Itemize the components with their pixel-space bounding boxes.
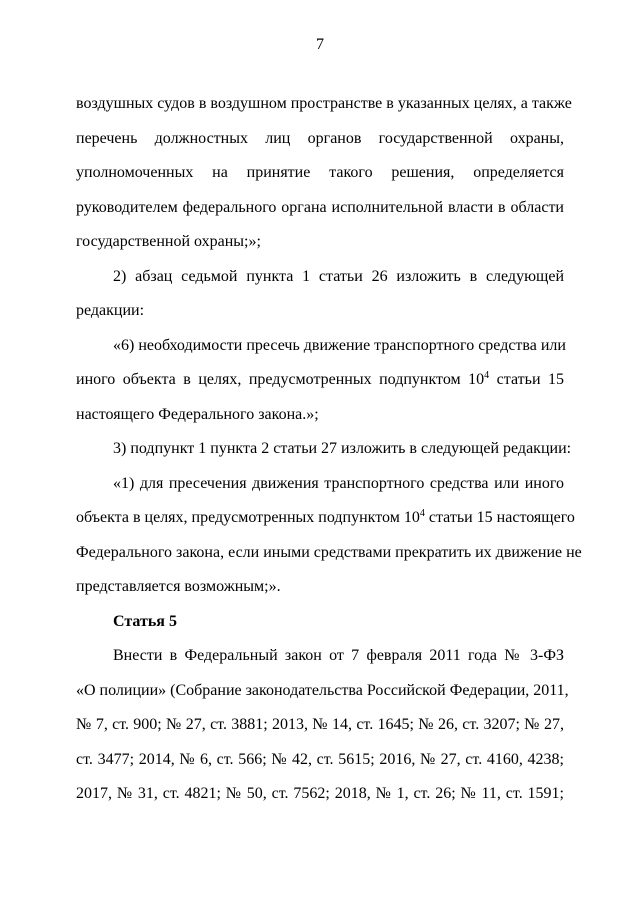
text-line: воздушных судов в воздушном пространстве в указанных целях, а также	[76, 95, 572, 112]
document-body	[76, 87, 582, 812]
superscript: 4	[484, 370, 490, 381]
text-line: 2) абзац седьмой пункта 1 статьи 26 изложить в следующей	[113, 267, 564, 285]
text-line: «1) для пресечения движения транспортного средства или иного	[113, 474, 564, 492]
text-line: государственной охраны;»;	[76, 233, 261, 250]
text-line	[76, 501, 575, 536]
text-line: № 7, ст. 900; № 27, ст. 3881; 2013, № 14, ст. 1645; № 26, ст. 3207; № 27,	[76, 716, 564, 733]
paragraph-item-2	[76, 260, 564, 329]
text-line: 2017, № 31, ст. 4821; № 50, ст. 7562; 2018, № 1, ст. 26; № 11, ст. 1591;	[76, 785, 564, 802]
paragraph-article-body	[76, 639, 569, 812]
text-line: ст. 3477; 2014, № 6, ст. 566; № 42, ст. 5615; 2016, № 27, ст. 4160, 4238;	[76, 750, 564, 768]
text-fragment: иного объекта в целях, предусмотренных подпунктом 10	[76, 371, 485, 388]
text-line: Федерального закона, если иными средствами прекратить их движение не	[76, 543, 582, 561]
text-line: 3) подпункт 1 пункта 2 статьи 27 изложить в следующей редакции:	[113, 440, 572, 457]
text-line: настоящего Федерального закона.»;	[76, 405, 319, 423]
text-line: редакции:	[76, 302, 145, 319]
page-number: 7	[316, 36, 324, 53]
text-line: «О полиции» (Собрание законодательства Российской Федерации, 2011,	[76, 681, 569, 699]
text-line: руководителем федерального органа исполнительной власти в области	[76, 198, 564, 216]
paragraph-continuation	[76, 87, 572, 260]
paragraph-quote-6	[76, 329, 564, 433]
text-fragment: статьи 15	[489, 371, 565, 388]
paragraph-quote-1	[76, 467, 582, 605]
text-line: представляется возможным;».	[76, 578, 281, 595]
superscript: 4	[419, 508, 425, 519]
text-fragment: статьи 15 настоящего	[424, 509, 575, 526]
article-heading: Статья 5	[113, 612, 177, 630]
text-line: уполномоченных на принятие такого решения, определяется	[76, 164, 564, 181]
text-line: «6) необходимости пресечь движение транспортного средства или	[113, 336, 566, 354]
text-line: перечень должностных лиц органов государственной охраны,	[76, 129, 564, 147]
paragraph-item-3	[76, 432, 572, 467]
text-line	[76, 363, 564, 398]
text-fragment: объекта в целях, предусмотренных подпунктом 10	[76, 509, 420, 526]
text-line: Внести в Федеральный закон от 7 февраля 2011 года № 3-ФЗ	[113, 647, 564, 664]
